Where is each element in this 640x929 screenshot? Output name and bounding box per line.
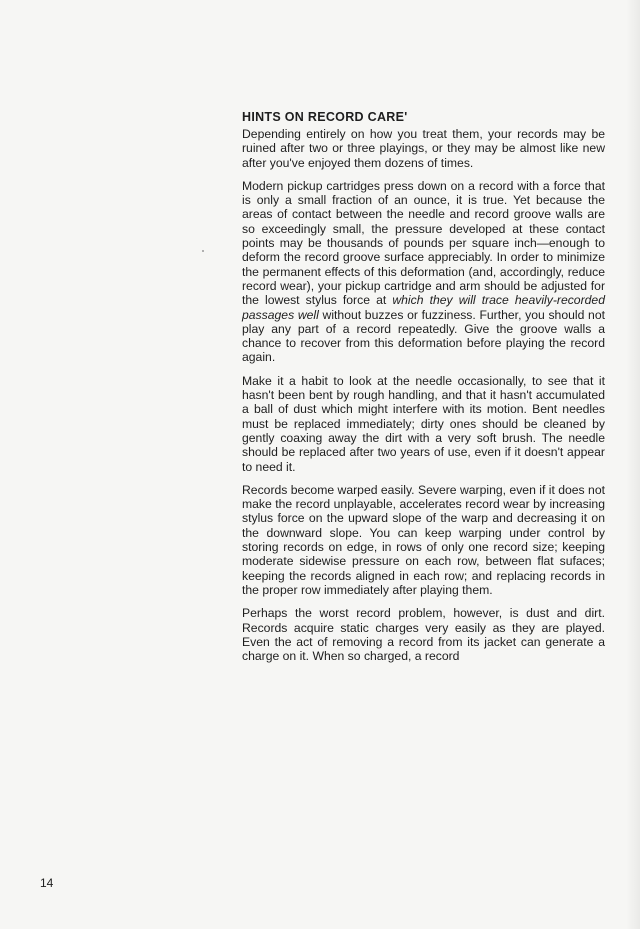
page-edge-shadow [626,0,640,929]
paragraph-warping-text: Records become warped easily. Severe warping, even if it does not make the record unplayable, accelerates record wear by increasing stylus force on the upward slope of the warp and decreasing it on the downward slope. You can keep warping under control by storing records on edge, in rows of only one record size; keeping moderate sidewise pressure on each row, between flat sufaces; keeping the records aligned in each row; and replacing records in the proper row immediately after playing them. [242,482,605,597]
paragraph-stylus-force-italic: which they will trace heavily-recorded passages well [242,293,605,322]
paragraph-stylus-force [242,179,605,365]
paragraph-stylus-force-text-1: Modern pickup cartridges press down on a record with a force that is only a small fraction of an ounce, it is true. Yet because the areas of contact between the needle and record groove walls are so exceedingly small, the pressure developed at these contact points may be thousands of pounds per square inch—enough to deform the record groove surface appreciably. In order to minimize the permanent effects of this deformation (and, accordingly, reduce record wear), your pickup cartridge and arm should be adjusted for the lowest stylus force at [242,178,605,308]
paragraph-dust-text: Perhaps the worst record problem, however, is dust and dirt. Records acquire static charges very easily as they are played. Even the act of removing a record from its jacket can generate a charge on it. When so charged, a record [242,606,605,664]
text-column [242,108,605,672]
section-heading: HINTS ON RECORD CARE' [242,110,408,124]
page-number: 14 [40,876,54,890]
paragraph-intro-text: Depending entirely on how you treat them, your records may be ruined after two or three playings, or they may be almost like new after you've enjoyed them dozens of times. [242,127,605,170]
paragraph-dust [242,606,605,663]
paragraph-intro [242,127,605,170]
paragraph-needle-text: Make it a habit to look at the needle occasionally, to see that it hasn't been bent by rough handling, and that it hasn't accumulated a ball of dust which might interfere with its motion. Bent needles must be replaced immediately; dirty ones should be cleaned by gently coaxing away the dirt with a very soft brush. The needle should be replaced after two years of use, even if it doesn't appear to need it. [242,373,605,474]
paper-speck [202,250,204,252]
paragraph-stylus-force-text-2: without buzzes or fuzziness. Further, you should not play any part of a record repeatedly. Give the groove walls a chance to recover from this deformation before playing the record again. [242,307,605,365]
paragraph-warping [242,483,605,597]
paragraph-needle [242,374,605,474]
